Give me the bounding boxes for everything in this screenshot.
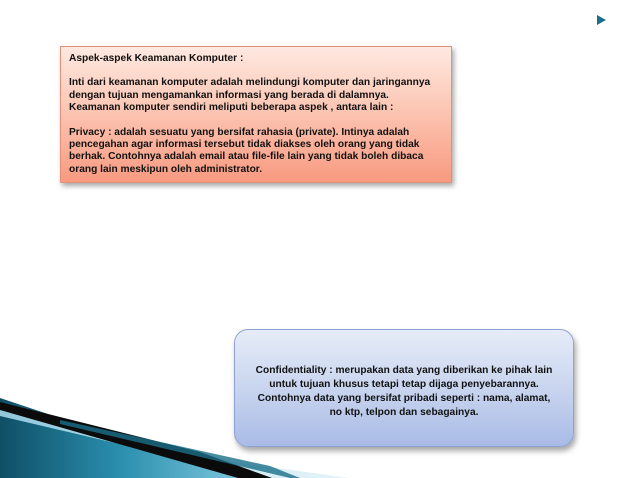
intro-line: Keamanan komputer sendiri meliputi beberapa aspek , antara lain : bbox=[69, 102, 394, 114]
confidentiality-line: Confidentiality : merupakan data yang diberikan ke pihak lain bbox=[255, 365, 553, 376]
privacy-line: orang lain meskipun oleh administrator. bbox=[69, 163, 263, 175]
confidentiality-line: Contohnya data yang bersifat pribadi seperti : nama, alamat, bbox=[257, 393, 551, 404]
privacy-line: Privacy : adalah sesuatu yang bersifat rahasia (private). Intinya adalah bbox=[69, 126, 410, 138]
confidentiality-line: no ktp, telpon dan sebagainya. bbox=[329, 407, 479, 418]
intro-line: Inti dari keamanan komputer adalah melindungi komputer dan jaringannya bbox=[69, 77, 431, 89]
intro-line: dengan tujuan mengamankan informasi yang berada di dalamnya. bbox=[69, 89, 389, 101]
confidentiality-line: untuk tujuan khusus tetapi tetap dijaga penyebarannya. bbox=[269, 379, 539, 390]
privacy-line: berhak. Contohnya adalah email atau file-file lain yang tidak boleh dibaca bbox=[69, 151, 424, 163]
privacy-line: pencegahan agar informasi tersebut tidak diakses oleh orang yang tidak bbox=[69, 139, 420, 151]
aspek-title: Aspek-aspek Keamanan Komputer : bbox=[69, 53, 244, 64]
